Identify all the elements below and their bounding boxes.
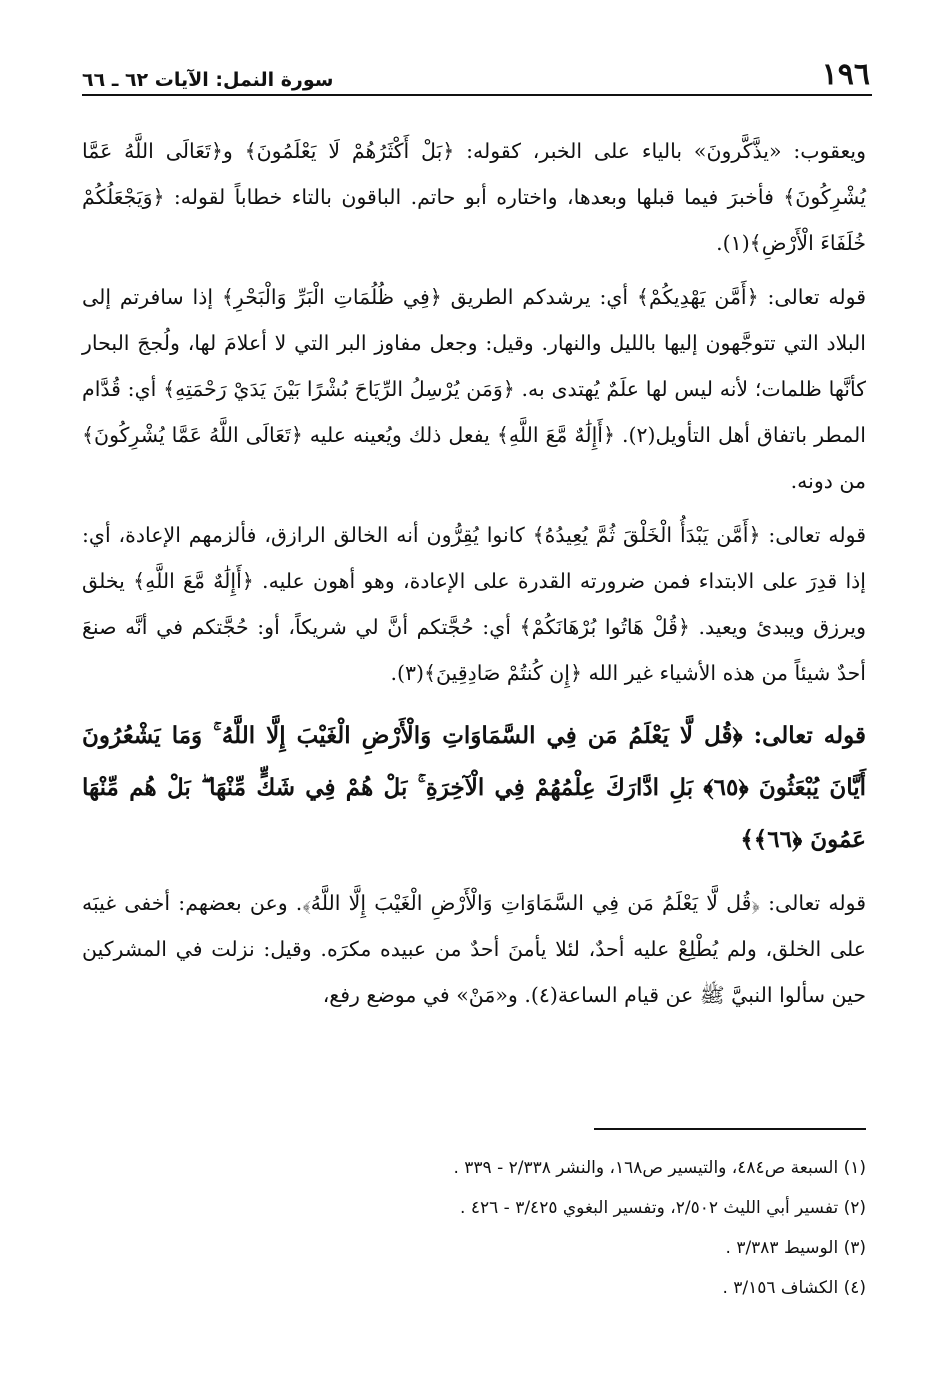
paragraph: قوله تعالى: ﴿أَمَّن يَبْدَأُ الْخَلْقَ ثُمَّ يُعِيدُهُ﴾ كانوا يُقِرُّون أنه الخالق الرازق، فألزمهم الإعادة، أي: إذا قدِرَ على الابتداء فمن ضرورته القدرة على الإعادة، وهو أهون عليه. ﴿أَإِلَٰهٌ مَّعَ اللَّهِ﴾ يخلق ويرزق ويبدئ ويعيد. ﴿قُلْ هَاتُوا بُرْهَانَكُمْ﴾ أي: حُجَّتكم أنَّ لي شريكاً، أو: حُجَّتكم في أنَّه صنعَ أحدٌ شيئاً من هذه الأشياء غير الله ﴿إِن كُنتُمْ صَادِقِينَ﴾(٣). (82, 523, 866, 685)
quran-verse-block: قوله تعالى: ﴿قُل لَّا يَعْلَمُ مَن فِي السَّمَاوَاتِ وَالْأَرْضِ الْغَيْبَ إِلَّا اللَّهُ ۚ وَمَا يَشْعُرُونَ أَيَّانَ يُبْعَثُونَ ﴿٦٥﴾ بَلِ ادَّارَكَ عِلْمُهُمْ فِي الْآخِرَةِ ۚ بَلْ هُمْ فِي شَكٍّ مِّنْهَا ۖ بَلْ هُم مِّنْهَا عَمُونَ ﴿٦٦﴾﴾ (82, 722, 867, 853)
footnote: (٣) الوسيط ٣/٣٨٣ . (725, 1238, 866, 1258)
running-title: سورة النمل: الآيات ٦٢ ـ ٦٦ (82, 69, 334, 91)
paragraph: قوله تعالى: ﴿قُل لَّا يَعْلَمُ مَن فِي السَّمَاوَاتِ وَالْأَرْضِ الْغَيْبَ إِلَّا اللَّهُ﴾. وعن بعضهم: أخفى غيبَه على الخلق، ولم يُطْلِعْ عليه أحدٌ، لئلا يأمنَ أحدٌ من عبيده مكرَه. وقيل: نزلت في المشركين حين سألوا النبيَّ ﷺ عن قيام الساعة(٤). و«مَنْ» في موضع رفع، (82, 891, 866, 1007)
footnotes (82, 1148, 866, 1308)
footnote: (٤) الكشاف ٣/١٥٦ . (722, 1278, 866, 1298)
paragraph: قوله تعالى: ﴿أَمَّن يَهْدِيكُمْ﴾ أي: يرشدكم الطريق ﴿فِي ظُلُمَاتِ الْبَرِّ وَالْبَحْرِ﴾ إذا سافرتم إلى البلاد التي تتوجَّهون إليها بالليل والنهار. وقيل: وجعل مفاوز البر التي لا أعلامَ لها، ولُججَ البحار كأنَّها ظلمات؛ لأنه ليس لها علَمٌ يُهتدى به. ﴿وَمَن يُرْسِلُ الرِّيَاحَ بُشْرًا بَيْنَ يَدَيْ رَحْمَتِهِ﴾ أي: قُدَّام المطر باتفاق أهل التأويل(٢). ﴿أَإِلَٰهٌ مَّعَ اللَّهِ﴾ يفعل ذلك ويُعينه عليه ﴿تَعَالَى اللَّهُ عَمَّا يُشْرِكُونَ﴾ من دونه. (82, 285, 866, 493)
paragraph: ويعقوب: «يذَّكَّرونَ» بالياء على الخبر، كقوله: ﴿بَلْ أَكْثَرُهُمْ لَا يَعْلَمُونَ﴾ و﴿تَعَالَى اللَّهُ عَمَّا يُشْرِكُونَ﴾ فأخبرَ فيما قبلها وبعدها، واختاره أبو حاتم. الباقون بالتاء خطاباً لقوله: ﴿وَيَجْعَلُكُمْ خُلَفَاءَ الْأَرْضِ﴾(١). (82, 139, 866, 255)
footnote-divider (594, 1128, 866, 1130)
page-header (82, 52, 872, 96)
page-number: ١٩٦ (821, 57, 870, 92)
main-text (82, 128, 866, 1026)
footnote: (١) السبعة ص٤٨٤، والتيسير ص١٦٨، والنشر ٢/٣٣٨ - ٣٣٩ . (453, 1158, 866, 1178)
footnote: (٢) تفسير أبي الليث ٢/٥٠٢، وتفسير البغوي ٣/٤٢٥ - ٤٢٦ . (460, 1198, 866, 1218)
